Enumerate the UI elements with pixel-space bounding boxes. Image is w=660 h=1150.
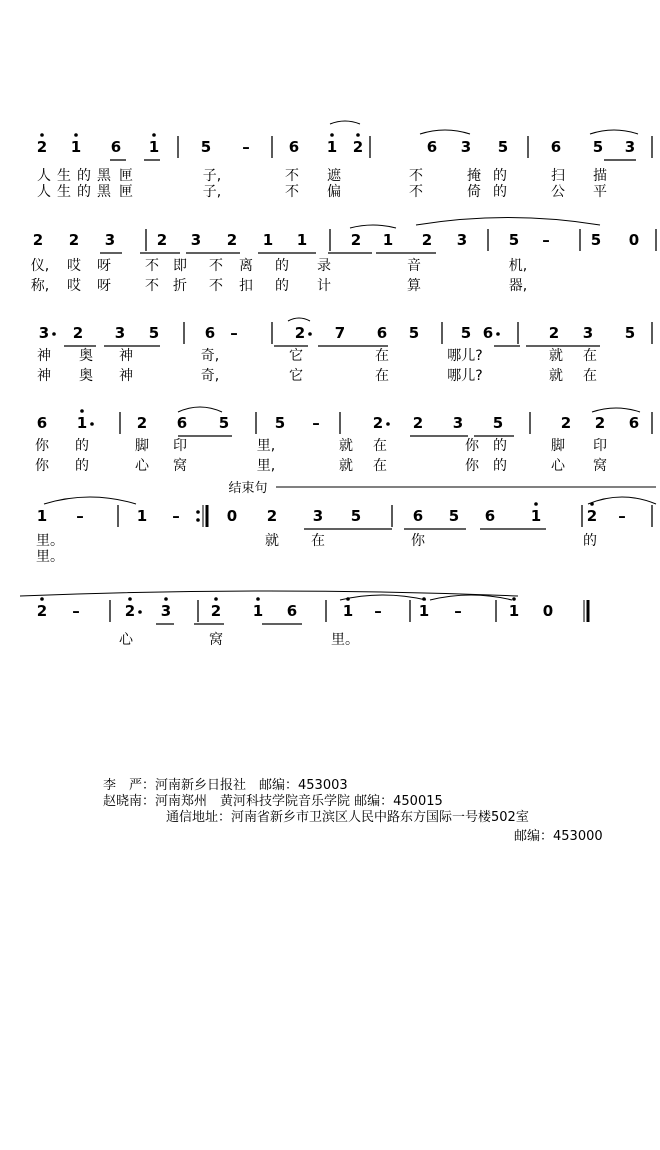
lyric-verse-1: 音 <box>407 258 421 274</box>
note: 3 <box>160 602 172 620</box>
lyric-verse-1: 窝 <box>209 632 223 648</box>
note: 5 <box>350 507 362 525</box>
note: 5 <box>148 324 160 342</box>
repeat-dot <box>196 518 200 522</box>
note: 3 <box>452 414 464 432</box>
lyric-verse-1: 不 <box>285 168 299 184</box>
note: 3 <box>38 324 50 342</box>
lyric-verse-1: 的 <box>493 438 507 454</box>
lyric-verse-1: 里。 <box>36 533 64 549</box>
note: 3 <box>460 138 472 156</box>
note: 1 <box>508 602 520 620</box>
note: 2 <box>421 231 433 249</box>
octave-dot <box>152 133 156 137</box>
lyric-verse-1: 里。 <box>331 632 359 648</box>
note: 1 <box>70 138 82 156</box>
lyric-verse-1: 录 <box>317 258 331 274</box>
lyric-verse-2: 算 <box>407 278 421 294</box>
lyric-verse-1: 描 <box>593 168 607 184</box>
lyric-verse-2: 里。 <box>36 549 64 565</box>
lyric-verse-1: 生 <box>57 168 71 184</box>
lyric-verse-1: 你 <box>465 438 479 454</box>
note: 1 <box>418 602 430 620</box>
lyric-verse-2: 窝 <box>173 458 187 474</box>
note: 6 <box>36 414 48 432</box>
note: 5 <box>408 324 420 342</box>
slur <box>350 225 396 228</box>
note: 2 <box>36 602 48 620</box>
lyric-verse-1: 奥 <box>79 348 93 364</box>
dash-note: – <box>72 602 80 620</box>
slur <box>592 408 640 412</box>
lyric-verse-1: 在 <box>375 348 389 364</box>
lyric-verse-2: 匣 <box>119 184 133 200</box>
lyric-verse-2: 你 <box>35 458 49 474</box>
lyric-verse-1: 神 <box>119 348 133 364</box>
lyric-verse-2: 就 <box>339 458 353 474</box>
note: 2 <box>294 324 306 342</box>
lyric-verse-2: 的 <box>75 458 89 474</box>
slur <box>20 591 518 596</box>
note: 2 <box>352 138 364 156</box>
note: 6 <box>628 414 640 432</box>
dash-note: – <box>230 324 238 342</box>
slur <box>416 218 600 226</box>
note: 3 <box>104 231 116 249</box>
lyric-verse-2: 不 <box>409 184 423 200</box>
note: 1 <box>382 231 394 249</box>
lyric-verse-1: 的 <box>583 533 597 549</box>
slur <box>178 407 222 412</box>
lyric-verse-2: 的 <box>77 184 91 200</box>
octave-dot <box>214 597 218 601</box>
lyric-verse-1: 黑 <box>97 168 111 184</box>
note: 2 <box>68 231 80 249</box>
lyric-verse-1: 哎 <box>67 258 81 274</box>
lyric-verse-2: 计 <box>317 278 331 294</box>
note: 2 <box>210 602 222 620</box>
note: 3 <box>114 324 126 342</box>
lyric-verse-1: 扫 <box>551 168 565 184</box>
note: 6 <box>376 324 388 342</box>
lyric-verse-2: 心 <box>135 458 149 474</box>
lyric-verse-1: 不 <box>409 168 423 184</box>
lyric-verse-2: 奥 <box>79 368 93 384</box>
octave-dot <box>330 133 334 137</box>
lyric-verse-2: 里, <box>256 458 276 474</box>
credit-address: 通信地址：河南省新乡市卫滨区人民中路东方国际一号楼502室 <box>166 810 529 825</box>
note: 5 <box>460 324 472 342</box>
lyric-verse-1: 在 <box>583 348 597 364</box>
lyric-verse-2: 公 <box>551 184 565 200</box>
slur <box>44 497 136 504</box>
lyric-verse-1: 在 <box>373 438 387 454</box>
note: 6 <box>412 507 424 525</box>
slur <box>288 318 310 321</box>
lyric-verse-2: 不 <box>145 278 159 294</box>
note: 0 <box>628 231 640 249</box>
dash-note: – <box>542 231 550 249</box>
lyric-verse-1: 在 <box>311 533 325 549</box>
dotted-note-dot <box>90 422 94 426</box>
note: 2 <box>124 602 136 620</box>
note: 5 <box>497 138 509 156</box>
octave-dot <box>356 133 360 137</box>
dash-note: – <box>454 602 462 620</box>
dotted-note-dot <box>386 422 390 426</box>
lyric-verse-2: 的 <box>275 278 289 294</box>
lyric-verse-1: 匣 <box>119 168 133 184</box>
lyric-verse-2: 的 <box>493 184 507 200</box>
lyric-verse-1: 脚 <box>551 438 565 454</box>
lyric-verse-2: 不 <box>285 184 299 200</box>
note: 2 <box>156 231 168 249</box>
lyric-verse-2: 奇, <box>200 368 220 384</box>
dash-note: – <box>618 507 626 525</box>
note: 2 <box>136 414 148 432</box>
note: 1 <box>342 602 354 620</box>
octave-dot <box>40 597 44 601</box>
ending-label: 结束句 <box>228 481 268 496</box>
lyric-verse-2: 子, <box>202 184 222 200</box>
lyric-verse-1: 印 <box>173 438 187 454</box>
note: 6 <box>204 324 216 342</box>
note: 1 <box>76 414 88 432</box>
octave-dot <box>40 133 44 137</box>
note: 5 <box>218 414 230 432</box>
lyric-verse-1: 的 <box>75 438 89 454</box>
note: 2 <box>586 507 598 525</box>
lyric-verse-2: 窝 <box>593 458 607 474</box>
note: 6 <box>550 138 562 156</box>
lyric-verse-1: 奇, <box>200 348 220 364</box>
note: 2 <box>266 507 278 525</box>
note: 3 <box>582 324 594 342</box>
note: 2 <box>560 414 572 432</box>
lyric-verse-2: 称, <box>30 278 50 294</box>
dotted-note-dot <box>52 332 56 336</box>
octave-dot <box>74 133 78 137</box>
lyric-verse-1: 人 <box>37 168 51 184</box>
dash-note: – <box>172 507 180 525</box>
note: 2 <box>36 138 48 156</box>
lyric-verse-1: 的 <box>77 168 91 184</box>
lyric-verse-2: 就 <box>549 368 563 384</box>
note: 5 <box>492 414 504 432</box>
lyric-verse-2: 不 <box>209 278 223 294</box>
lyric-verse-1: 的 <box>493 168 507 184</box>
note: 5 <box>590 231 602 249</box>
dotted-note-dot <box>308 332 312 336</box>
note: 1 <box>148 138 160 156</box>
note: 2 <box>226 231 238 249</box>
note: 6 <box>286 602 298 620</box>
lyric-verse-1: 掩 <box>467 168 481 184</box>
lyric-verse-1: 就 <box>265 533 279 549</box>
slur <box>588 497 656 504</box>
credit-lyricist: 李 严：河南新乡日报社 邮编：453003 <box>103 778 348 793</box>
note: 5 <box>448 507 460 525</box>
lyric-verse-2: 神 <box>37 368 51 384</box>
lyric-verse-1: 即 <box>173 258 187 274</box>
note: 2 <box>32 231 44 249</box>
slur <box>340 595 426 600</box>
note: 1 <box>136 507 148 525</box>
lyric-verse-1: 就 <box>339 438 353 454</box>
lyric-verse-1: 呀 <box>97 258 111 274</box>
dotted-note-dot <box>496 332 500 336</box>
lyric-verse-1: 心 <box>119 632 133 648</box>
note: 5 <box>200 138 212 156</box>
note: 6 <box>176 414 188 432</box>
note: 7 <box>334 324 346 342</box>
note: 3 <box>190 231 202 249</box>
note: 5 <box>592 138 604 156</box>
note: 1 <box>36 507 48 525</box>
note: 1 <box>262 231 274 249</box>
note: 3 <box>624 138 636 156</box>
lyric-verse-1: 仪, <box>30 258 50 274</box>
lyric-verse-1: 印 <box>593 438 607 454</box>
credit-postcode: 邮编：453000 <box>514 829 603 844</box>
lyric-verse-2: 在 <box>375 368 389 384</box>
note: 6 <box>482 324 494 342</box>
note: 5 <box>508 231 520 249</box>
note: 2 <box>594 414 606 432</box>
lyric-verse-1: 你 <box>411 533 425 549</box>
octave-dot <box>80 409 84 413</box>
note: 5 <box>624 324 636 342</box>
lyric-verse-1: 不 <box>209 258 223 274</box>
lyric-verse-2: 神 <box>119 368 133 384</box>
lyric-verse-2: 呀 <box>97 278 111 294</box>
lyric-verse-2: 哎 <box>67 278 81 294</box>
note: 2 <box>350 231 362 249</box>
lyric-verse-1: 就 <box>549 348 563 364</box>
lyric-verse-2: 倚 <box>467 184 481 200</box>
dotted-note-dot <box>138 610 142 614</box>
note: 2 <box>412 414 424 432</box>
lyric-verse-1: 神 <box>37 348 51 364</box>
octave-dot <box>256 597 260 601</box>
repeat-dot <box>196 510 200 514</box>
note: 6 <box>426 138 438 156</box>
dash-note: – <box>242 138 250 156</box>
note: 6 <box>288 138 300 156</box>
note: 5 <box>274 414 286 432</box>
lyric-verse-2: 折 <box>173 278 187 294</box>
slur <box>590 130 638 134</box>
lyric-verse-1: 离 <box>239 258 253 274</box>
note: 1 <box>326 138 338 156</box>
lyric-verse-1: 机, <box>508 258 528 274</box>
lyric-verse-2: 人 <box>37 184 51 200</box>
note: 0 <box>226 507 238 525</box>
lyric-verse-2: 心 <box>551 458 565 474</box>
dash-note: – <box>312 414 320 432</box>
note: 3 <box>456 231 468 249</box>
lyric-verse-1: 子, <box>202 168 222 184</box>
lyric-verse-2: 在 <box>373 458 387 474</box>
lyric-verse-2: 生 <box>57 184 71 200</box>
lyric-verse-1: 你 <box>35 438 49 454</box>
octave-dot <box>534 502 538 506</box>
lyric-verse-1: 里, <box>256 438 276 454</box>
octave-dot <box>128 597 132 601</box>
note: 0 <box>542 602 554 620</box>
lyric-verse-1: 它 <box>289 348 303 364</box>
note: 3 <box>312 507 324 525</box>
note: 2 <box>72 324 84 342</box>
lyric-verse-2: 扣 <box>239 278 253 294</box>
lyric-verse-2: 你 <box>465 458 479 474</box>
lyric-verse-2: 器, <box>508 278 528 294</box>
note: 1 <box>530 507 542 525</box>
slur <box>420 130 470 134</box>
dash-note: – <box>76 507 84 525</box>
lyric-verse-2: 它 <box>289 368 303 384</box>
lyric-verse-1: 的 <box>275 258 289 274</box>
octave-dot <box>164 597 168 601</box>
note: 6 <box>110 138 122 156</box>
note: 1 <box>252 602 264 620</box>
lyric-verse-2: 哪儿? <box>447 368 483 384</box>
lyric-verse-2: 黑 <box>97 184 111 200</box>
lyric-verse-2: 偏 <box>327 184 341 200</box>
note: 2 <box>548 324 560 342</box>
lyric-verse-2: 的 <box>493 458 507 474</box>
lyric-verse-2: 平 <box>593 184 607 200</box>
slur <box>330 121 360 124</box>
octave-dot <box>512 597 516 601</box>
credit-composer: 赵晓南：河南郑州 黄河科技学院音乐学院 邮编：450015 <box>103 794 443 809</box>
lyric-verse-1: 遮 <box>327 168 341 184</box>
note: 2 <box>372 414 384 432</box>
note: 6 <box>484 507 496 525</box>
note: 1 <box>296 231 308 249</box>
lyric-verse-2: 在 <box>583 368 597 384</box>
lyric-verse-1: 脚 <box>135 438 149 454</box>
dash-note: – <box>374 602 382 620</box>
lyric-verse-1: 不 <box>145 258 159 274</box>
lyric-verse-1: 哪儿? <box>447 348 483 364</box>
